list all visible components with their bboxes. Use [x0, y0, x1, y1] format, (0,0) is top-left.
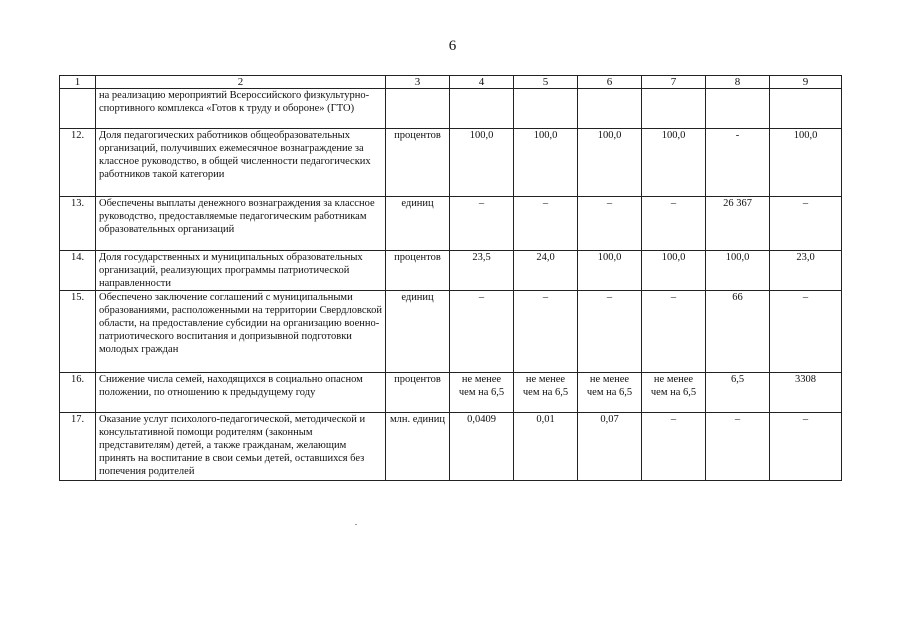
value-cell: – [514, 197, 578, 251]
row-number: 15. [60, 291, 96, 373]
indicator-name: Оказание услуг психолого-педагогической, методической и консультативной помощи родителям (законным представителям) детей, а также гражданам, желающим принять на воспитание в свои семьи детей, оставшихся без попечения родителей [96, 413, 386, 481]
column-header: 1 [60, 76, 96, 89]
value-cell: – [770, 291, 842, 373]
column-header: 8 [706, 76, 770, 89]
value-cell: – [770, 413, 842, 481]
value-cell: 23,0 [770, 251, 842, 291]
unit-cell: единиц [386, 197, 450, 251]
column-header: 3 [386, 76, 450, 89]
row-number: 13. [60, 197, 96, 251]
column-header: 5 [514, 76, 578, 89]
value-cell: – [578, 197, 642, 251]
indicator-name: Обеспечены выплаты денежного вознаграждения за классное руководство, предоставляемые педагогическим работникам образовательных организаций [96, 197, 386, 251]
value-cell: не менее чем на 6,5 [578, 373, 642, 413]
page-number: 6 [448, 38, 457, 54]
column-header: 4 [450, 76, 514, 89]
header-row [60, 76, 842, 89]
table-row [60, 373, 842, 413]
table-row [60, 197, 842, 251]
value-cell: – [450, 291, 514, 373]
value-cell [578, 89, 642, 129]
value-cell: не менее чем на 6,5 [450, 373, 514, 413]
value-cell: – [642, 413, 706, 481]
table-row [60, 251, 842, 291]
column-header: 6 [578, 76, 642, 89]
value-cell [770, 89, 842, 129]
value-cell: – [642, 197, 706, 251]
unit-cell [386, 89, 450, 129]
unit-cell: процентов [386, 129, 450, 197]
unit-cell: млн. единиц [386, 413, 450, 481]
value-cell [450, 89, 514, 129]
indicator-name: Обеспечено заключение соглашений с муниципальными образованиями, расположенными на территории Свердловской области, на предоставление субсидии на организацию военно-патриотического воспитания и допризывной подготовки молодых граждан [96, 291, 386, 373]
value-cell: – [514, 291, 578, 373]
indicator-name: на реализацию мероприятий Всероссийского физкультурно-спортивного комплекса «Готов к труду и обороне» (ГТО) [96, 89, 386, 129]
row-number: 17. [60, 413, 96, 481]
table-row [60, 89, 842, 129]
indicators-table [59, 75, 842, 481]
row-number [60, 89, 96, 129]
value-cell: 0,07 [578, 413, 642, 481]
value-cell: 100,0 [578, 129, 642, 197]
table-row [60, 291, 842, 373]
row-number: 16. [60, 373, 96, 413]
value-cell: 66 [706, 291, 770, 373]
value-cell: 24,0 [514, 251, 578, 291]
unit-cell: процентов [386, 251, 450, 291]
indicator-name: Доля педагогических работников общеобразовательных организаций, получивших ежемесячное вознаграждение за классное руководство, в общей численности педагогических работников такой категории [96, 129, 386, 197]
value-cell [642, 89, 706, 129]
value-cell: – [642, 291, 706, 373]
value-cell: 100,0 [642, 129, 706, 197]
unit-cell: процентов [386, 373, 450, 413]
table-row [60, 413, 842, 481]
table-row [60, 129, 842, 197]
value-cell: – [770, 197, 842, 251]
value-cell: 23,5 [450, 251, 514, 291]
value-cell: 0,01 [514, 413, 578, 481]
column-header: 2 [96, 76, 386, 89]
column-header: 9 [770, 76, 842, 89]
value-cell: 100,0 [642, 251, 706, 291]
value-cell: не менее чем на 6,5 [642, 373, 706, 413]
value-cell: – [450, 197, 514, 251]
row-number: 12. [60, 129, 96, 197]
indicator-name: Снижение числа семей, находящихся в социально опасном положении, по отношению к предыдущему году [96, 373, 386, 413]
row-number: 14. [60, 251, 96, 291]
value-cell: 100,0 [450, 129, 514, 197]
unit-cell: единиц [386, 291, 450, 373]
column-header: 7 [642, 76, 706, 89]
value-cell: 0,0409 [450, 413, 514, 481]
value-cell [514, 89, 578, 129]
value-cell: 3308 [770, 373, 842, 413]
value-cell: не менее чем на 6,5 [514, 373, 578, 413]
value-cell: 100,0 [514, 129, 578, 197]
value-cell: – [578, 291, 642, 373]
indicator-name: Доля государственных и муниципальных образовательных организаций, реализующих программы патриотической направленности [96, 251, 386, 291]
value-cell: 100,0 [706, 251, 770, 291]
value-cell [706, 89, 770, 129]
value-cell: – [706, 413, 770, 481]
scan-speck [355, 524, 357, 525]
value-cell: 6,5 [706, 373, 770, 413]
value-cell: 100,0 [770, 129, 842, 197]
value-cell: - [706, 129, 770, 197]
value-cell: 26 367 [706, 197, 770, 251]
value-cell: 100,0 [578, 251, 642, 291]
